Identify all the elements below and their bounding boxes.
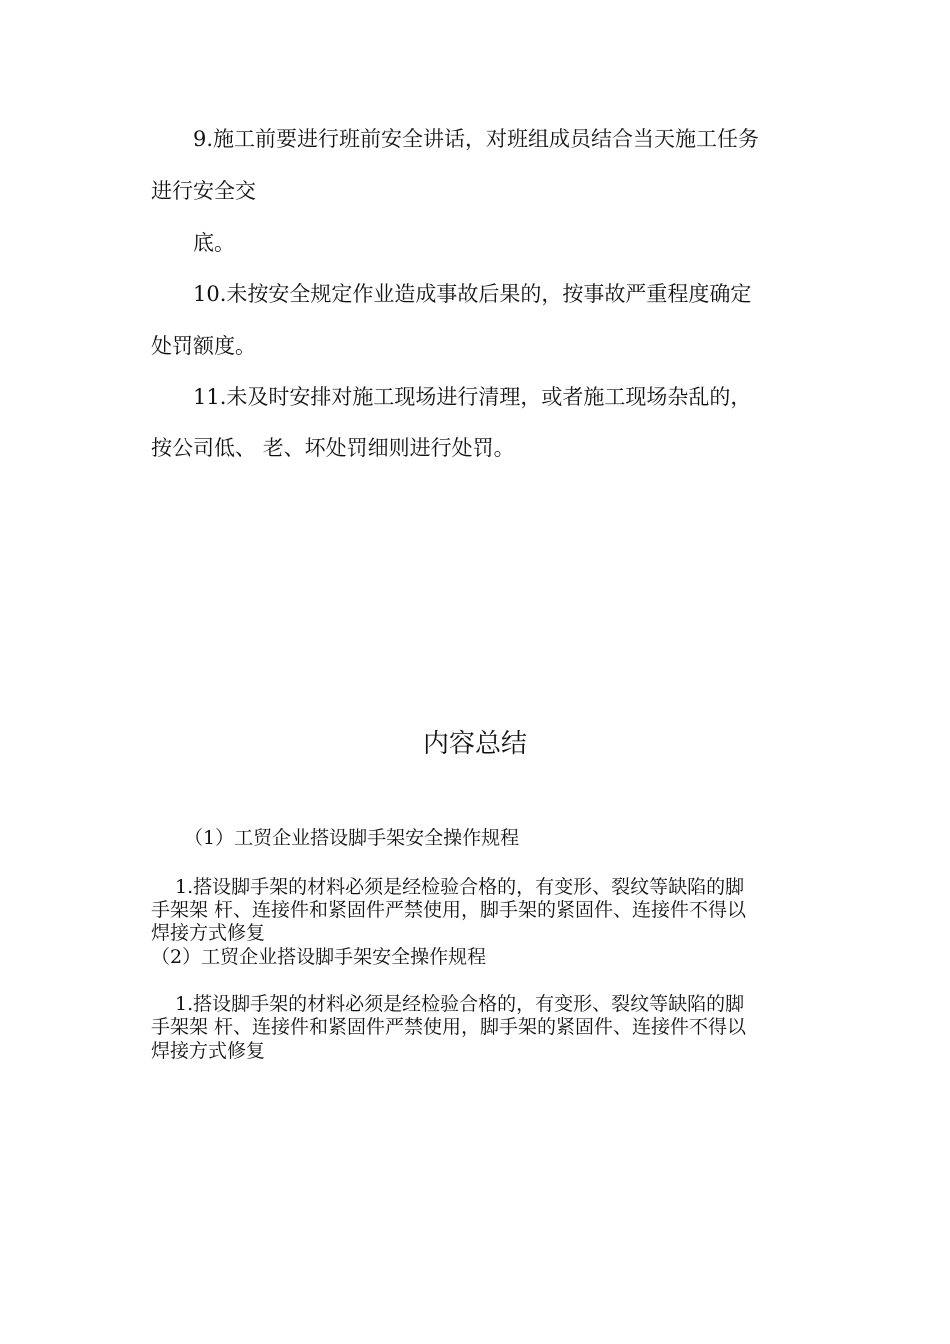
summary-section-1-line-3: 焊接方式修复 xyxy=(151,922,266,944)
paragraph-11-line-2: 按公司低、 老、坏处罚细则进行处罚。 xyxy=(151,436,515,460)
summary-section-1-line-1: 1.搭设脚手架的材料必须是经检验合格的，有变形、裂纹等缺陷的脚 xyxy=(175,876,745,898)
paragraph-10-line-1: 10.未按安全规定作业造成事故后果的，按事故严重程度确定 xyxy=(193,282,752,306)
paragraph-9-line-2: 进行安全交 xyxy=(151,179,256,203)
paragraph-10-line-2: 处罚额度。 xyxy=(151,334,256,358)
summary-title: 内容总结 xyxy=(422,729,527,759)
summary-section-2-line-1: 1.搭设脚手架的材料必须是经检验合格的，有变形、裂纹等缺陷的脚 xyxy=(175,993,745,1015)
summary-section-2-line-2: 手架架 杆、连接件和紧固件严禁使用，脚手架的紧固件、连接件不得以 xyxy=(151,1016,747,1038)
summary-section-1-line-2: 手架架 杆、连接件和紧固件严禁使用，脚手架的紧固件、连接件不得以 xyxy=(151,899,747,921)
summary-section-1-heading: （1）工贸企业搭设脚手架安全操作规程 xyxy=(184,827,520,849)
paragraph-9-line-3: 底。 xyxy=(193,231,235,255)
paragraph-11-line-1: 11.未及时安排对施工现场进行清理，或者施工现场杂乱的， xyxy=(193,385,752,409)
paragraph-9-line-1: 9.施工前要进行班前安全讲话，对班组成员结合当天施工任务 xyxy=(193,127,760,151)
summary-section-2-line-3: 焊接方式修复 xyxy=(151,1040,266,1062)
summary-section-2-heading: （2）工贸企业搭设脚手架安全操作规程 xyxy=(151,946,487,968)
